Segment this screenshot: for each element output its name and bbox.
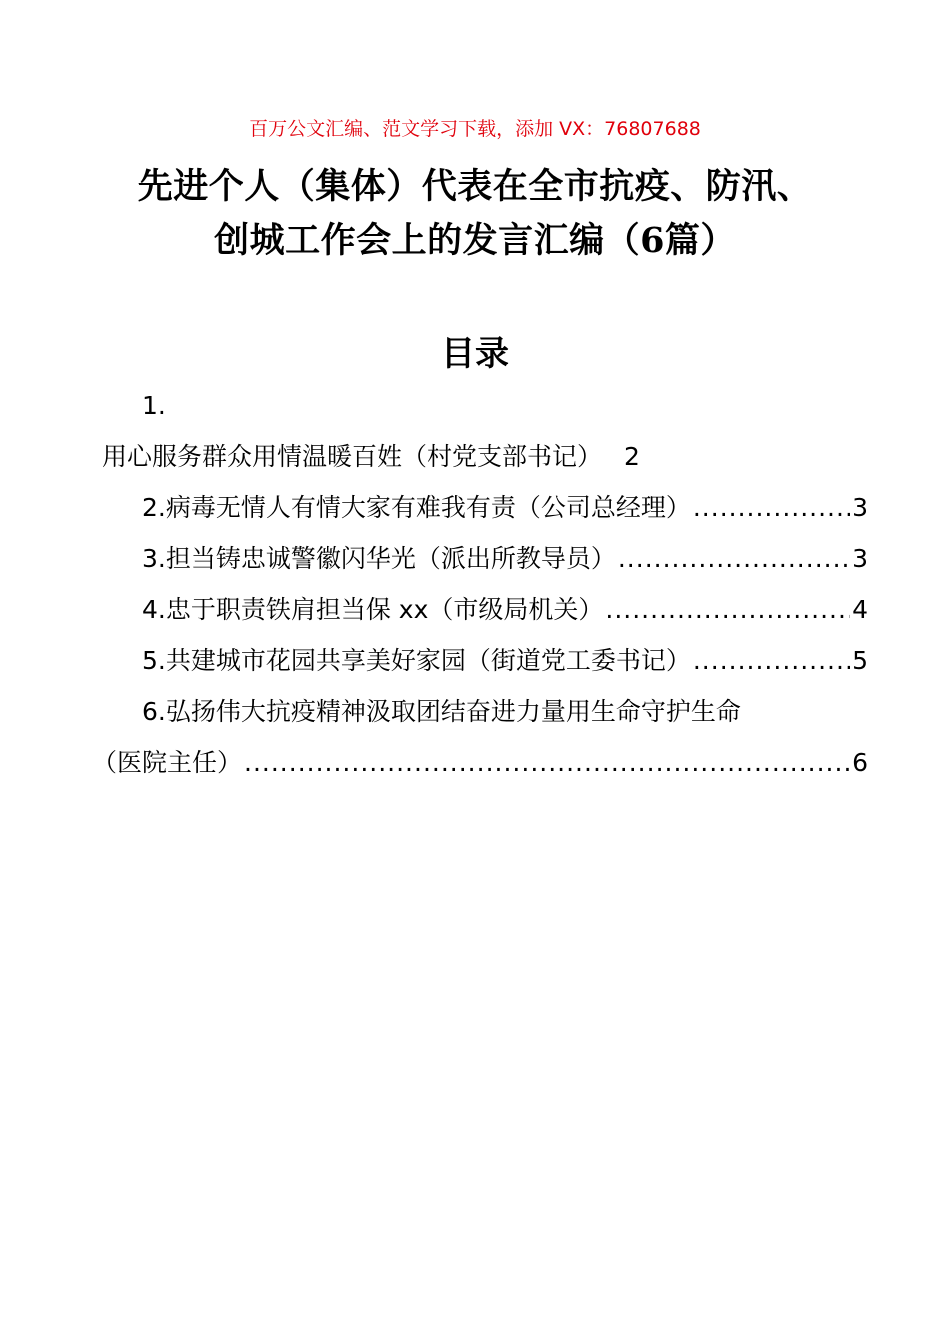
toc-entry-6-line-2[interactable]	[92, 737, 868, 788]
toc-entry-3[interactable]	[92, 533, 868, 584]
toc-entry-title: 3.担当铸忠诚警徽闪华光（派出所教导员）	[142, 544, 616, 573]
title-line-2: 创城工作会上的发言汇编（6篇）	[214, 220, 736, 261]
toc-entry-title: 用心服务群众用情温暖百姓（村党支部书记）	[102, 442, 603, 471]
toc-leader-dots	[605, 584, 850, 635]
toc-entry-title: 6.弘扬伟大抗疫精神汲取团结奋进力量用生命守护生命	[142, 697, 741, 726]
toc-entry-1[interactable]	[92, 431, 868, 482]
toc-entry-number: 1.	[142, 391, 166, 420]
toc-entry-4[interactable]	[92, 584, 868, 635]
toc-entry-page: 6	[852, 748, 868, 777]
toc-entry-5[interactable]	[92, 635, 868, 686]
toc-entry-page: 4	[852, 595, 868, 624]
toc-entry-title: 5.共建城市花园共享美好家园（街道党工委书记）	[142, 646, 691, 675]
table-of-contents	[92, 380, 868, 788]
toc-entry-2[interactable]	[92, 482, 868, 533]
toc-entry-title: 4.忠于职责铁肩担当保 xx（市级局机关）	[142, 595, 604, 624]
toc-entry-1-number[interactable]	[92, 380, 868, 431]
toc-entry-page: 3	[852, 544, 868, 573]
toc-leader-dots	[244, 737, 850, 788]
toc-leader-dots	[693, 482, 850, 533]
toc-entry-6-line-1[interactable]	[92, 686, 868, 737]
toc-entry-page: 5	[852, 646, 868, 675]
toc-heading: 目录	[441, 334, 509, 374]
toc-entry-page: 2	[624, 442, 640, 471]
toc-entry-title-continued: （医院主任）	[92, 748, 243, 777]
toc-entry-page: 3	[852, 493, 868, 522]
document-title	[60, 160, 890, 268]
header-note: 百万公文汇编、范文学习下载，添加 VX：76807688	[249, 118, 701, 140]
title-line-1: 先进个人（集体）代表在全市抗疫、防汛、	[137, 166, 813, 207]
toc-leader-dots	[693, 635, 850, 686]
toc-leader-dots	[618, 533, 850, 584]
toc-entry-title: 2.病毒无情人有情大家有难我有责（公司总经理）	[142, 493, 691, 522]
